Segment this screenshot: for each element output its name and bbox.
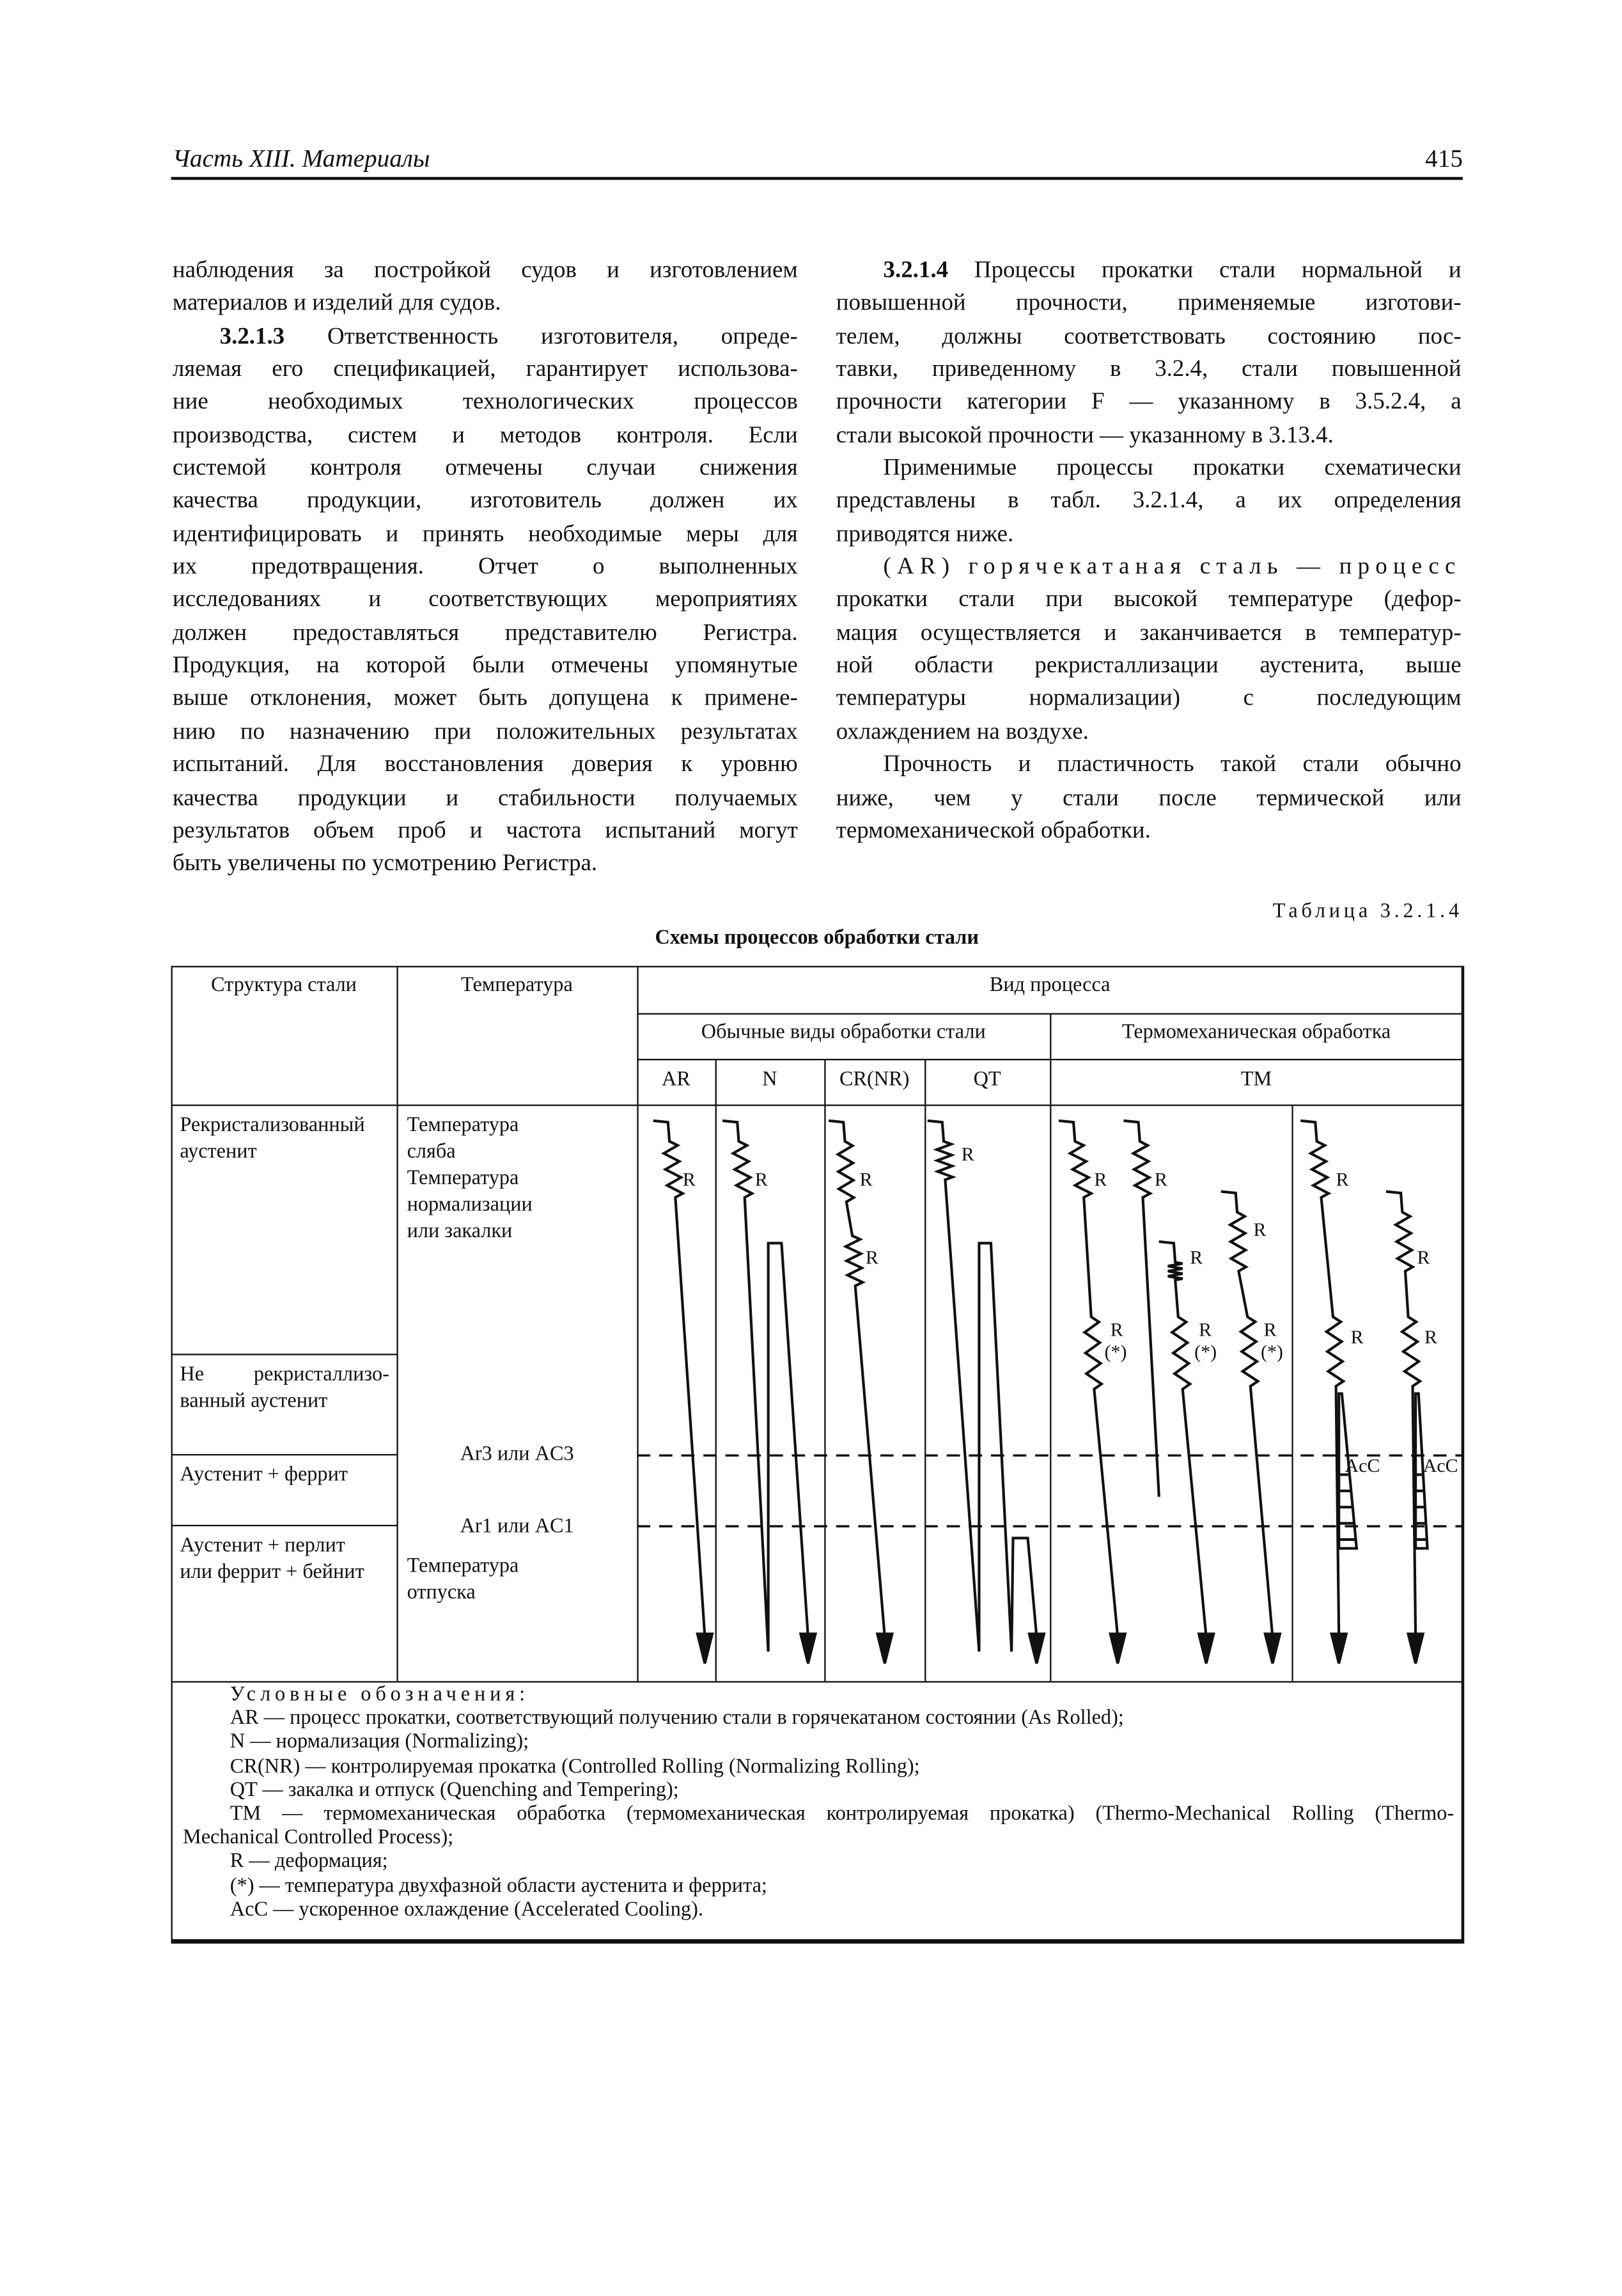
text-span: качества продукции, изготовитель должен их xyxy=(172,488,798,514)
ar-process-line xyxy=(653,1121,705,1637)
header-structure: Структура стали xyxy=(210,974,357,997)
r-label: R xyxy=(1199,1319,1212,1341)
r-label: R xyxy=(1154,1169,1167,1191)
text-span: Ответственность изготовителя, опреде- xyxy=(285,324,798,349)
header-qt: QT xyxy=(973,1069,1001,1091)
temp-line: Температура xyxy=(407,1168,519,1191)
legend-item: N — нормализация (Normalizing); xyxy=(230,1731,529,1754)
text-span: охлаждением на воздухе. xyxy=(836,719,1089,745)
text-span: производства, систем и методов контроля. Если xyxy=(172,423,798,448)
temp-line: Температура xyxy=(407,1114,519,1137)
text-span: прочности категории F — указанному в 3.5.2.4, а xyxy=(836,389,1462,415)
header-n: N xyxy=(762,1069,777,1091)
temp-ar1: Ar1 или AC1 xyxy=(460,1515,574,1538)
text-span: наблюдения за постройкой судов и изготовлением xyxy=(172,258,798,283)
tm4-process-line xyxy=(1300,1121,1343,1637)
text-span: системой контроля отмечены случаи снижения xyxy=(172,455,798,481)
temp-line: сляба xyxy=(407,1141,456,1164)
legend-item: AcC — ускоренное охлаждение (Accelerated Cooling). xyxy=(230,1899,703,1921)
text-span: их предотвращения. Отчет о выполненных xyxy=(172,554,798,580)
header-process-type: Вид процесса xyxy=(989,974,1111,997)
text-span: ние необходимых технологических процессов xyxy=(172,389,798,415)
legend-item: Mechanical Controlled Process); xyxy=(182,1827,454,1850)
text-span: приводятся ниже. xyxy=(836,521,1014,547)
temp-line: отпуска xyxy=(407,1582,476,1605)
qt-process-line xyxy=(928,1121,1037,1652)
legend-item: AR — процесс прокатки, соответствующий получению стали в горячекатаном состоянии (As Rolled); xyxy=(230,1708,1124,1730)
r-label: R xyxy=(1417,1247,1430,1269)
arrow-icon xyxy=(1332,1634,1346,1663)
text-span: представлены в табл. 3.2.1.4, а их определения xyxy=(836,488,1462,514)
two-phase-label: (*) xyxy=(1260,1341,1283,1363)
temp-line: Температура xyxy=(407,1556,519,1578)
r-label: R xyxy=(961,1144,974,1166)
arrow-icon xyxy=(1199,1634,1213,1663)
temp-line: нормализации xyxy=(407,1194,533,1217)
text-span: нию по назначению при положительных результатах xyxy=(172,719,798,745)
text-span: исследованиях и соответствующих мероприятиях xyxy=(172,587,798,613)
text-span: материалов и изделий для судов. xyxy=(172,291,501,316)
header-temperature: Температура xyxy=(460,974,573,997)
text-span: термомеханической обработки. xyxy=(836,818,1151,843)
legend-item: QT — закалка и отпуск (Quenching and Tempering); xyxy=(230,1779,679,1802)
header-thermomechanical: Термомеханическая обработка xyxy=(1121,1022,1391,1044)
text-span: испытаний. Для восстановления доверия к уровню xyxy=(172,752,798,777)
header-tm: TM xyxy=(1240,1069,1272,1091)
two-phase-label: (*) xyxy=(1194,1341,1217,1363)
arrow-icon xyxy=(1408,1634,1423,1663)
text-span: тавки, приведенному в 3.2.4, стали повышенной xyxy=(836,357,1462,382)
arrow-icon xyxy=(1029,1634,1044,1663)
acc-label: AcC xyxy=(1345,1455,1380,1476)
tm1-process-line xyxy=(1059,1121,1118,1637)
text-span: ниже, чем у стали после термической или xyxy=(836,785,1462,811)
tm2-process-line xyxy=(1123,1121,1158,1497)
legend-item: (*) — температура двухфазной области аустенита и феррита; xyxy=(230,1875,767,1898)
arrow-icon xyxy=(698,1634,712,1663)
structure-austenite-pearlite: Аустенит + перлит или феррит + бейнит xyxy=(180,1535,364,1584)
legend-title: Условные обозначения: xyxy=(230,1683,530,1706)
n-process-line xyxy=(722,1121,808,1652)
header-ar: AR xyxy=(662,1069,690,1091)
r-label: R xyxy=(1110,1319,1123,1341)
structure-non-recrystallized: Не рекристаллизо-ванный аустенит xyxy=(180,1364,389,1413)
section-number: 3.2.1.4 xyxy=(883,258,949,283)
legend-item: R — деформация; xyxy=(230,1851,388,1874)
r-label: R xyxy=(1253,1219,1267,1240)
text-span: ляемая его спецификацией, гарантирует использова- xyxy=(172,357,798,382)
tm2b-process-line xyxy=(1159,1242,1206,1637)
text-span: быть увеличены по усмотрению Регистра. xyxy=(172,851,598,877)
arrow-icon xyxy=(1265,1634,1280,1663)
r-label: R xyxy=(1263,1319,1277,1341)
two-phase-label: (*) xyxy=(1104,1341,1127,1363)
text-span: повышенной прочности, применяемые изготови- xyxy=(836,291,1462,316)
arrow-icon xyxy=(877,1634,892,1663)
legend-item: CR(NR) — контролируемая прокатка (Controlled Rolling (Normalizing Rolling); xyxy=(230,1756,920,1778)
arrow-icon xyxy=(1111,1634,1125,1663)
text-span: ной области рекристаллизации аустенита, выше xyxy=(836,653,1462,679)
header-crnr: CR(NR) xyxy=(839,1069,910,1091)
table-caption: Таблица 3.2.1.4 xyxy=(1272,901,1463,923)
text-span: идентифицировать и принять необходимые меры для xyxy=(172,521,798,547)
r-label: R xyxy=(754,1169,768,1191)
text-span: Продукция, на которой были отмечены упомянутые xyxy=(172,653,798,679)
r-label: R xyxy=(865,1247,878,1269)
text-span: температуры нормализации) с последующим xyxy=(836,686,1462,712)
header-conventional: Обычные виды обработки стали xyxy=(701,1022,986,1044)
legend-item: TM — термомеханическая обработка (термомеханическая контролируемая прокатка) (Thermo-Mechanical Rolling (Thermo- xyxy=(230,1803,1454,1826)
acc-label: AcC xyxy=(1423,1455,1458,1476)
r-label: R xyxy=(859,1169,873,1191)
text-span: должен предоставляться представителю Регистра. xyxy=(172,620,798,646)
tm3-process-line xyxy=(1221,1192,1273,1637)
text-span: Применимые процессы прокатки схематически xyxy=(883,455,1462,481)
r-label: R xyxy=(1336,1169,1349,1191)
table-title: Схемы процессов обработки стали xyxy=(655,927,979,950)
r-label: R xyxy=(1424,1327,1437,1348)
section-number: 3.2.1.3 xyxy=(219,324,285,349)
text-span: стали высокой прочности — указанному в 3.13.4. xyxy=(836,423,1334,448)
text-span: Прочность и пластичность такой стали обычно xyxy=(883,752,1462,777)
r-label: R xyxy=(682,1169,696,1191)
r-label: R xyxy=(1350,1327,1364,1348)
structure-austenite-ferrite: Аустенит + феррит xyxy=(180,1464,348,1487)
running-header-title: Часть XIII. Материалы xyxy=(172,144,430,173)
crnr-process-line xyxy=(829,1121,885,1637)
text-span: (AR) горячекатаная сталь — процесс xyxy=(883,554,1462,580)
text-span: результатов объем проб и частота испытаний могут xyxy=(172,818,798,843)
legend xyxy=(183,1684,1454,1923)
r-label: R xyxy=(1094,1169,1107,1191)
text-span: Процессы прокатки стали нормальной и xyxy=(948,258,1462,283)
text-span: телем, должны соответствовать состоянию пос- xyxy=(836,324,1462,349)
temp-ar3: Ar3 или AC3 xyxy=(460,1443,574,1466)
text-span: качества продукции и стабильности получаемых xyxy=(172,785,798,811)
r-label: R xyxy=(1190,1247,1203,1269)
text-span: мация осуществляется и заканчивается в температур- xyxy=(836,620,1462,646)
structure-recrystallized: Рекристализованный аустенит xyxy=(180,1114,365,1164)
text-span: прокатки стали при высокой температуре (дефор- xyxy=(836,587,1462,613)
arrow-icon xyxy=(800,1634,815,1663)
text-span: выше отклонения, может быть допущена к примене- xyxy=(172,686,798,712)
temp-line: или закалки xyxy=(407,1221,513,1244)
page-number: 415 xyxy=(1425,144,1463,173)
